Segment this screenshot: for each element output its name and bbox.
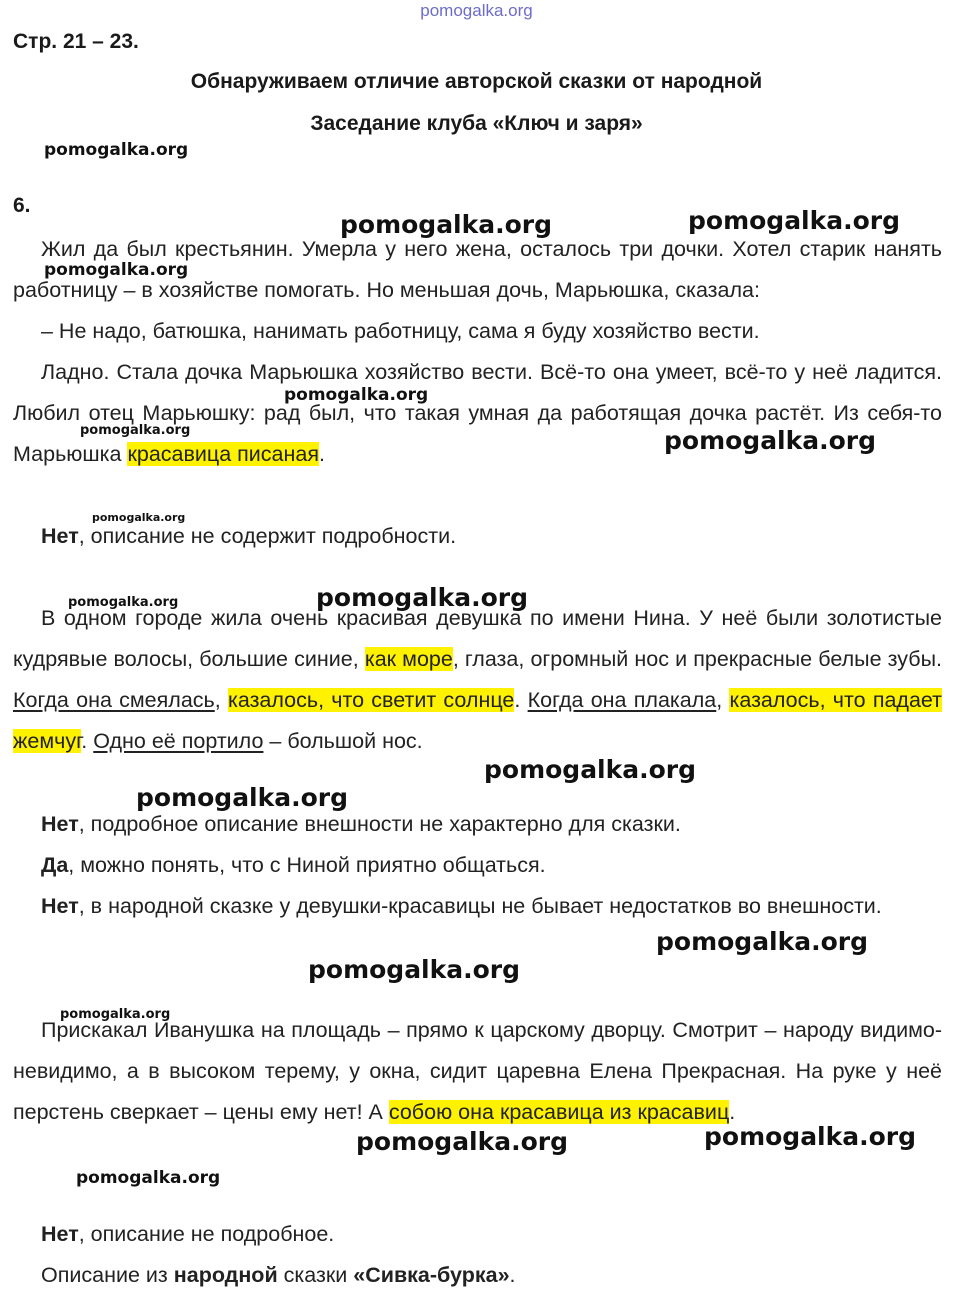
highlighted-phrase: казалось, что светит солнце xyxy=(227,688,515,712)
watermark: pomogalka.org xyxy=(308,955,521,984)
answer-keyword: Нет xyxy=(41,1222,79,1246)
source-text: . xyxy=(509,1263,516,1287)
story-text: . xyxy=(81,729,94,753)
watermark: pomogalka.org xyxy=(484,755,697,784)
underlined-phrase: Когда она плакала xyxy=(527,688,717,712)
story-paragraph-1: Жил да был крестьянин. Умерла у него жена, осталось три дочки. Хотел старик нанять работницу – в хозяйстве помогать. Но меньшая дочь, Марьюшка, сказала: xyxy=(13,237,942,302)
answer-line xyxy=(41,1214,334,1255)
source-text: сказки xyxy=(277,1263,354,1287)
page-subtitle: Заседание клуба «Ключ и заря» xyxy=(310,112,643,135)
highlighted-phrase: как море xyxy=(364,647,453,671)
watermark: pomogalka.org xyxy=(340,210,553,239)
source-keyword: народной xyxy=(173,1263,278,1287)
answer-line xyxy=(13,886,942,927)
story-text: . xyxy=(729,1100,736,1124)
answer-text: , описание не подробное. xyxy=(78,1222,335,1246)
story-text: Прискакал Иванушка на площадь – прямо к царскому дворцу. Смотрит – народу видимо-невидимо, а в высоком терему, у окна, сидит царевна Елена Прекрасная. На руке у неё перстень сверкает – цены ему нет! А xyxy=(13,1018,942,1124)
highlighted-phrase: собою она красавица из красавиц xyxy=(388,1100,730,1124)
source-text: Описание из xyxy=(41,1263,174,1287)
watermark: pomogalka.org xyxy=(44,260,189,280)
watermark: pomogalka.org xyxy=(704,1122,917,1151)
watermark: pomogalka.org xyxy=(76,1168,221,1188)
watermark: pomogalka.org xyxy=(136,783,349,812)
author-story-paragraph xyxy=(13,598,942,762)
watermark: pomogalka.org xyxy=(68,595,179,610)
watermark: pomogalka.org xyxy=(356,1127,569,1156)
story-paragraph-2: – Не надо, батюшка, нанимать работницу, сама я буду хозяйство вести. xyxy=(41,319,760,343)
story-text: Ладно. Стала дочка Марьюшка хозяйство вести. Всё-то она умеет, всё-то у неё ладится. Любил отец Марьюшку: рад был, что такая умная да работящая дочка растёт. Из себя-то Марьюшка xyxy=(13,360,942,466)
highlighted-phrase: красавица писаная xyxy=(127,442,319,466)
watermark: pomogalka.org xyxy=(664,426,877,455)
answer-text: , подробное описание внешности не характерно для сказки. xyxy=(78,812,681,836)
site-label: pomogalka.org xyxy=(420,1,533,20)
page-reference: Стр. 21 – 23. xyxy=(13,30,139,53)
answer-text: , описание не содержит подробности. xyxy=(78,524,457,548)
answer-keyword: Да xyxy=(41,853,69,877)
answer-keyword: Нет xyxy=(41,812,79,836)
watermark: pomogalka.org xyxy=(60,1007,171,1022)
story-text: . xyxy=(514,688,528,712)
watermark: pomogalka.org xyxy=(316,583,529,612)
highlighted-phrase: казалось, что падает жемчуг xyxy=(13,688,943,753)
underlined-phrase: Когда она смеялась xyxy=(13,688,215,712)
story-text: – большой нос. xyxy=(263,729,423,753)
page-title: Обнаруживаем отличие авторской сказки от народной xyxy=(190,70,763,93)
story-text: , xyxy=(214,688,228,712)
story-paragraph-3 xyxy=(13,352,942,475)
source-tale-title: «Сивка-бурка» xyxy=(353,1263,510,1287)
underlined-phrase: Одно её портило xyxy=(93,729,264,753)
source-line xyxy=(41,1255,516,1296)
watermark: pomogalka.org xyxy=(92,511,186,524)
story-text: , xyxy=(716,688,730,712)
story-text: . xyxy=(319,442,325,466)
watermark: pomogalka.org xyxy=(688,206,901,235)
answer-keyword: Нет xyxy=(41,894,79,918)
story-text: В одном городе жила очень красивая девушка по имени Нина. У неё были золотистые кудрявые волосы, большие синие, xyxy=(13,606,942,671)
folk-story-paragraph xyxy=(13,1010,942,1133)
answer-line xyxy=(41,845,546,886)
answer-text: , можно понять, что с Ниной приятно общаться. xyxy=(68,853,546,877)
task-number: 6. xyxy=(13,194,31,217)
answer-keyword: Нет xyxy=(41,524,79,548)
watermark: pomogalka.org xyxy=(284,385,429,405)
watermark: pomogalka.org xyxy=(656,927,869,956)
story-text: , глаза, огромный нос и прекрасные белые зубы. xyxy=(452,647,942,671)
watermark: pomogalka.org xyxy=(80,423,191,438)
answer-text: , в народной сказке у девушки-красавицы не бывает недостатков во внешности. xyxy=(78,894,882,918)
watermark: pomogalka.org xyxy=(44,140,189,160)
